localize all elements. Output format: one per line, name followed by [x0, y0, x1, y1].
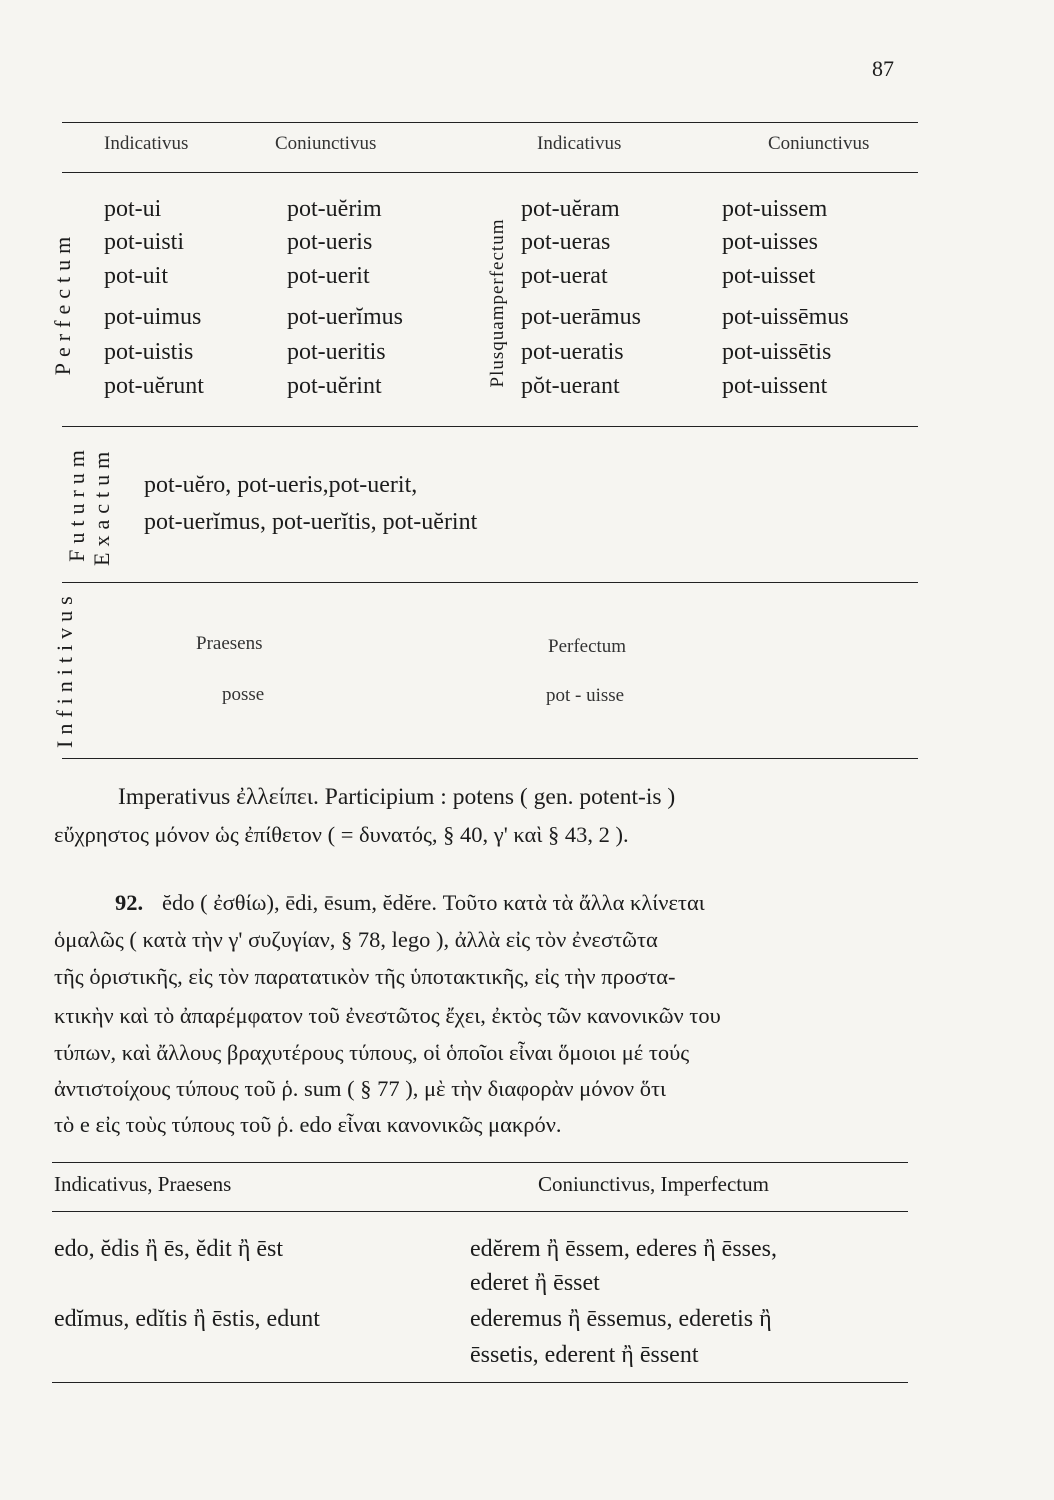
r1-coniunctivus-perfect: pot-uĕrim: [287, 196, 382, 222]
r2-coniunctivus-plusq: pot-uisses: [722, 229, 818, 255]
table1-header-coniunctivus-1: Coniunctivus: [275, 133, 377, 154]
table2-left-row-2: edĭmus, edĭtis ἢ ēstis, edunt: [54, 1306, 320, 1332]
r1-indicativus-plusq: pot-uĕram: [521, 196, 620, 222]
imperativus-line-2: εὔχρηστος μόνον ὡς ἐπίθετον ( = δυνατός, § 40, γ' καὶ § 43, 2 ).: [54, 822, 629, 847]
infinitivus-praesens-value: posse: [222, 684, 265, 705]
r1-indicativus-perfect: pot-ui: [104, 196, 162, 222]
section-92-line-7: τὸ e εἰς τοὺς τύπους τοῦ ῥ. edo εἶναι κανονικῶς μακρόν.: [54, 1112, 562, 1137]
r6-coniunctivus-perfect: pot-uĕrint: [287, 373, 382, 399]
table2-right-row-2a: ederemus ἢ ēssemus, ederetis ἢ: [470, 1306, 772, 1332]
r2-indicativus-perfect: pot-uisti: [104, 229, 185, 255]
r3-indicativus-perfect: pot-uit: [104, 263, 168, 289]
section-92-line-3: τῆς ὁριστικῆς, εἰς τὸν παρατατικὸν τῆς ὑποτακτικῆς, εἰς τὴν προστα-: [54, 964, 676, 989]
infinitivus-perfectum-value: pot - uisse: [546, 685, 625, 706]
table2-header-rule: [52, 1211, 908, 1212]
table2-right-row-1b: ederet ἢ ēsset: [470, 1270, 600, 1296]
r4-coniunctivus-plusq: pot-uissēmus: [722, 304, 849, 330]
table1-header-indicativus-1: Indicativus: [104, 133, 189, 154]
page-number: 87: [872, 56, 894, 81]
r6-indicativus-plusq: pŏt-uerant: [521, 373, 620, 399]
futurum-side-label: Futurum: [64, 444, 89, 562]
r3-coniunctivus-perfect: pot-uerit: [287, 263, 370, 289]
r4-indicativus-perfect: pot-uimus: [104, 304, 202, 330]
exactum-side-label: Exactum: [89, 445, 114, 566]
table2-header-left: Indicativus, Praesens: [54, 1172, 232, 1196]
r4-indicativus-plusq: pot-uerāmus: [521, 304, 641, 330]
r5-indicativus-plusq: pot-ueratis: [521, 339, 624, 365]
section-92-line-1: ĕdo ( ἐσθίω), ēdi, ēsum, ĕdĕre. Τοῦτο κατὰ τὰ ἄλλα κλίνεται: [162, 890, 705, 915]
table1-bottom-rule: [62, 758, 918, 759]
r5-coniunctivus-perfect: pot-ueritis: [287, 339, 386, 365]
table2-top-rule: [52, 1162, 908, 1163]
table2-right-row-2b: ēssetis, ederent ἢ ēssent: [470, 1342, 699, 1368]
infinitivus-side-label: Infinitivus: [52, 590, 77, 748]
plusquamperfectum-side-label: Plusquamperfectum: [487, 218, 508, 388]
futurum-exactum-line-2: pot-uerĭmus, pot-uerĭtis, pot-uĕrint: [144, 509, 478, 535]
section-92-number: 92.: [115, 890, 144, 915]
r3-indicativus-plusq: pot-uerat: [521, 263, 608, 289]
section-92-line-2: ὁμαλῶς ( κατὰ τὴν γ' συζυγίαν, § 78, lego ), ἀλλὰ εἰς τὸν ἐνεστῶτα: [54, 927, 658, 952]
r4-coniunctivus-perfect: pot-uerĭmus: [287, 304, 403, 330]
table2-header-right: Coniunctivus, Imperfectum: [538, 1172, 769, 1196]
infinitivus-perfectum-label: Perfectum: [548, 636, 627, 657]
infinitivus-praesens-label: Praesens: [196, 633, 263, 654]
futurum-section-rule: [62, 582, 918, 583]
table2-bottom-rule: [52, 1382, 908, 1383]
table1-header-coniunctivus-2: Coniunctivus: [768, 133, 870, 154]
r6-coniunctivus-plusq: pot-uissent: [722, 373, 828, 399]
r6-indicativus-perfect: pot-uĕrunt: [104, 373, 204, 399]
r5-indicativus-perfect: pot-uistis: [104, 339, 194, 365]
r3-coniunctivus-plusq: pot-uisset: [722, 263, 816, 289]
section-92-line-5: τύπων, καὶ ἄλλους βραχυτέρους τύπους, οἱ ὁποῖοι εἶναι ὅμοιοι μέ τούς: [54, 1040, 690, 1065]
table2-right-row-1a: edĕrem ἢ ēssem, ederes ἢ ēsses,: [470, 1236, 777, 1262]
section-92-line-4: κτικὴν καὶ τὸ ἀπαρέμφατον τοῦ ἐνεστῶτος ἔχει, ἐκτὸς τῶν κανονικῶν του: [54, 1003, 721, 1028]
table1-header-rule: [62, 172, 918, 173]
r2-indicativus-plusq: pot-ueras: [521, 229, 611, 255]
futurum-exactum-line-1: pot-uĕro, pot-ueris,pot-uerit,: [144, 472, 418, 498]
perfectum-side-label: Perfectum: [50, 230, 75, 376]
r1-coniunctivus-plusq: pot-uissem: [722, 196, 828, 222]
perfectum-section-rule: [62, 426, 918, 427]
section-92-line-6: ἀντιστοίχους τύπους τοῦ ῥ. sum ( § 77 ), μὲ τὴν διαφορὰν μόνον ὅτι: [54, 1076, 667, 1101]
imperativus-line-1: Imperativus ἐλλείπει. Participium : potens ( gen. potent-is ): [118, 784, 676, 810]
table1-top-rule: [62, 122, 918, 123]
r5-coniunctivus-plusq: pot-uissētis: [722, 339, 832, 365]
r2-coniunctivus-perfect: pot-ueris: [287, 229, 373, 255]
table2-left-row-1: edo, ĕdis ἢ ēs, ĕdit ἢ ēst: [54, 1236, 284, 1262]
table1-header-indicativus-2: Indicativus: [537, 133, 622, 154]
